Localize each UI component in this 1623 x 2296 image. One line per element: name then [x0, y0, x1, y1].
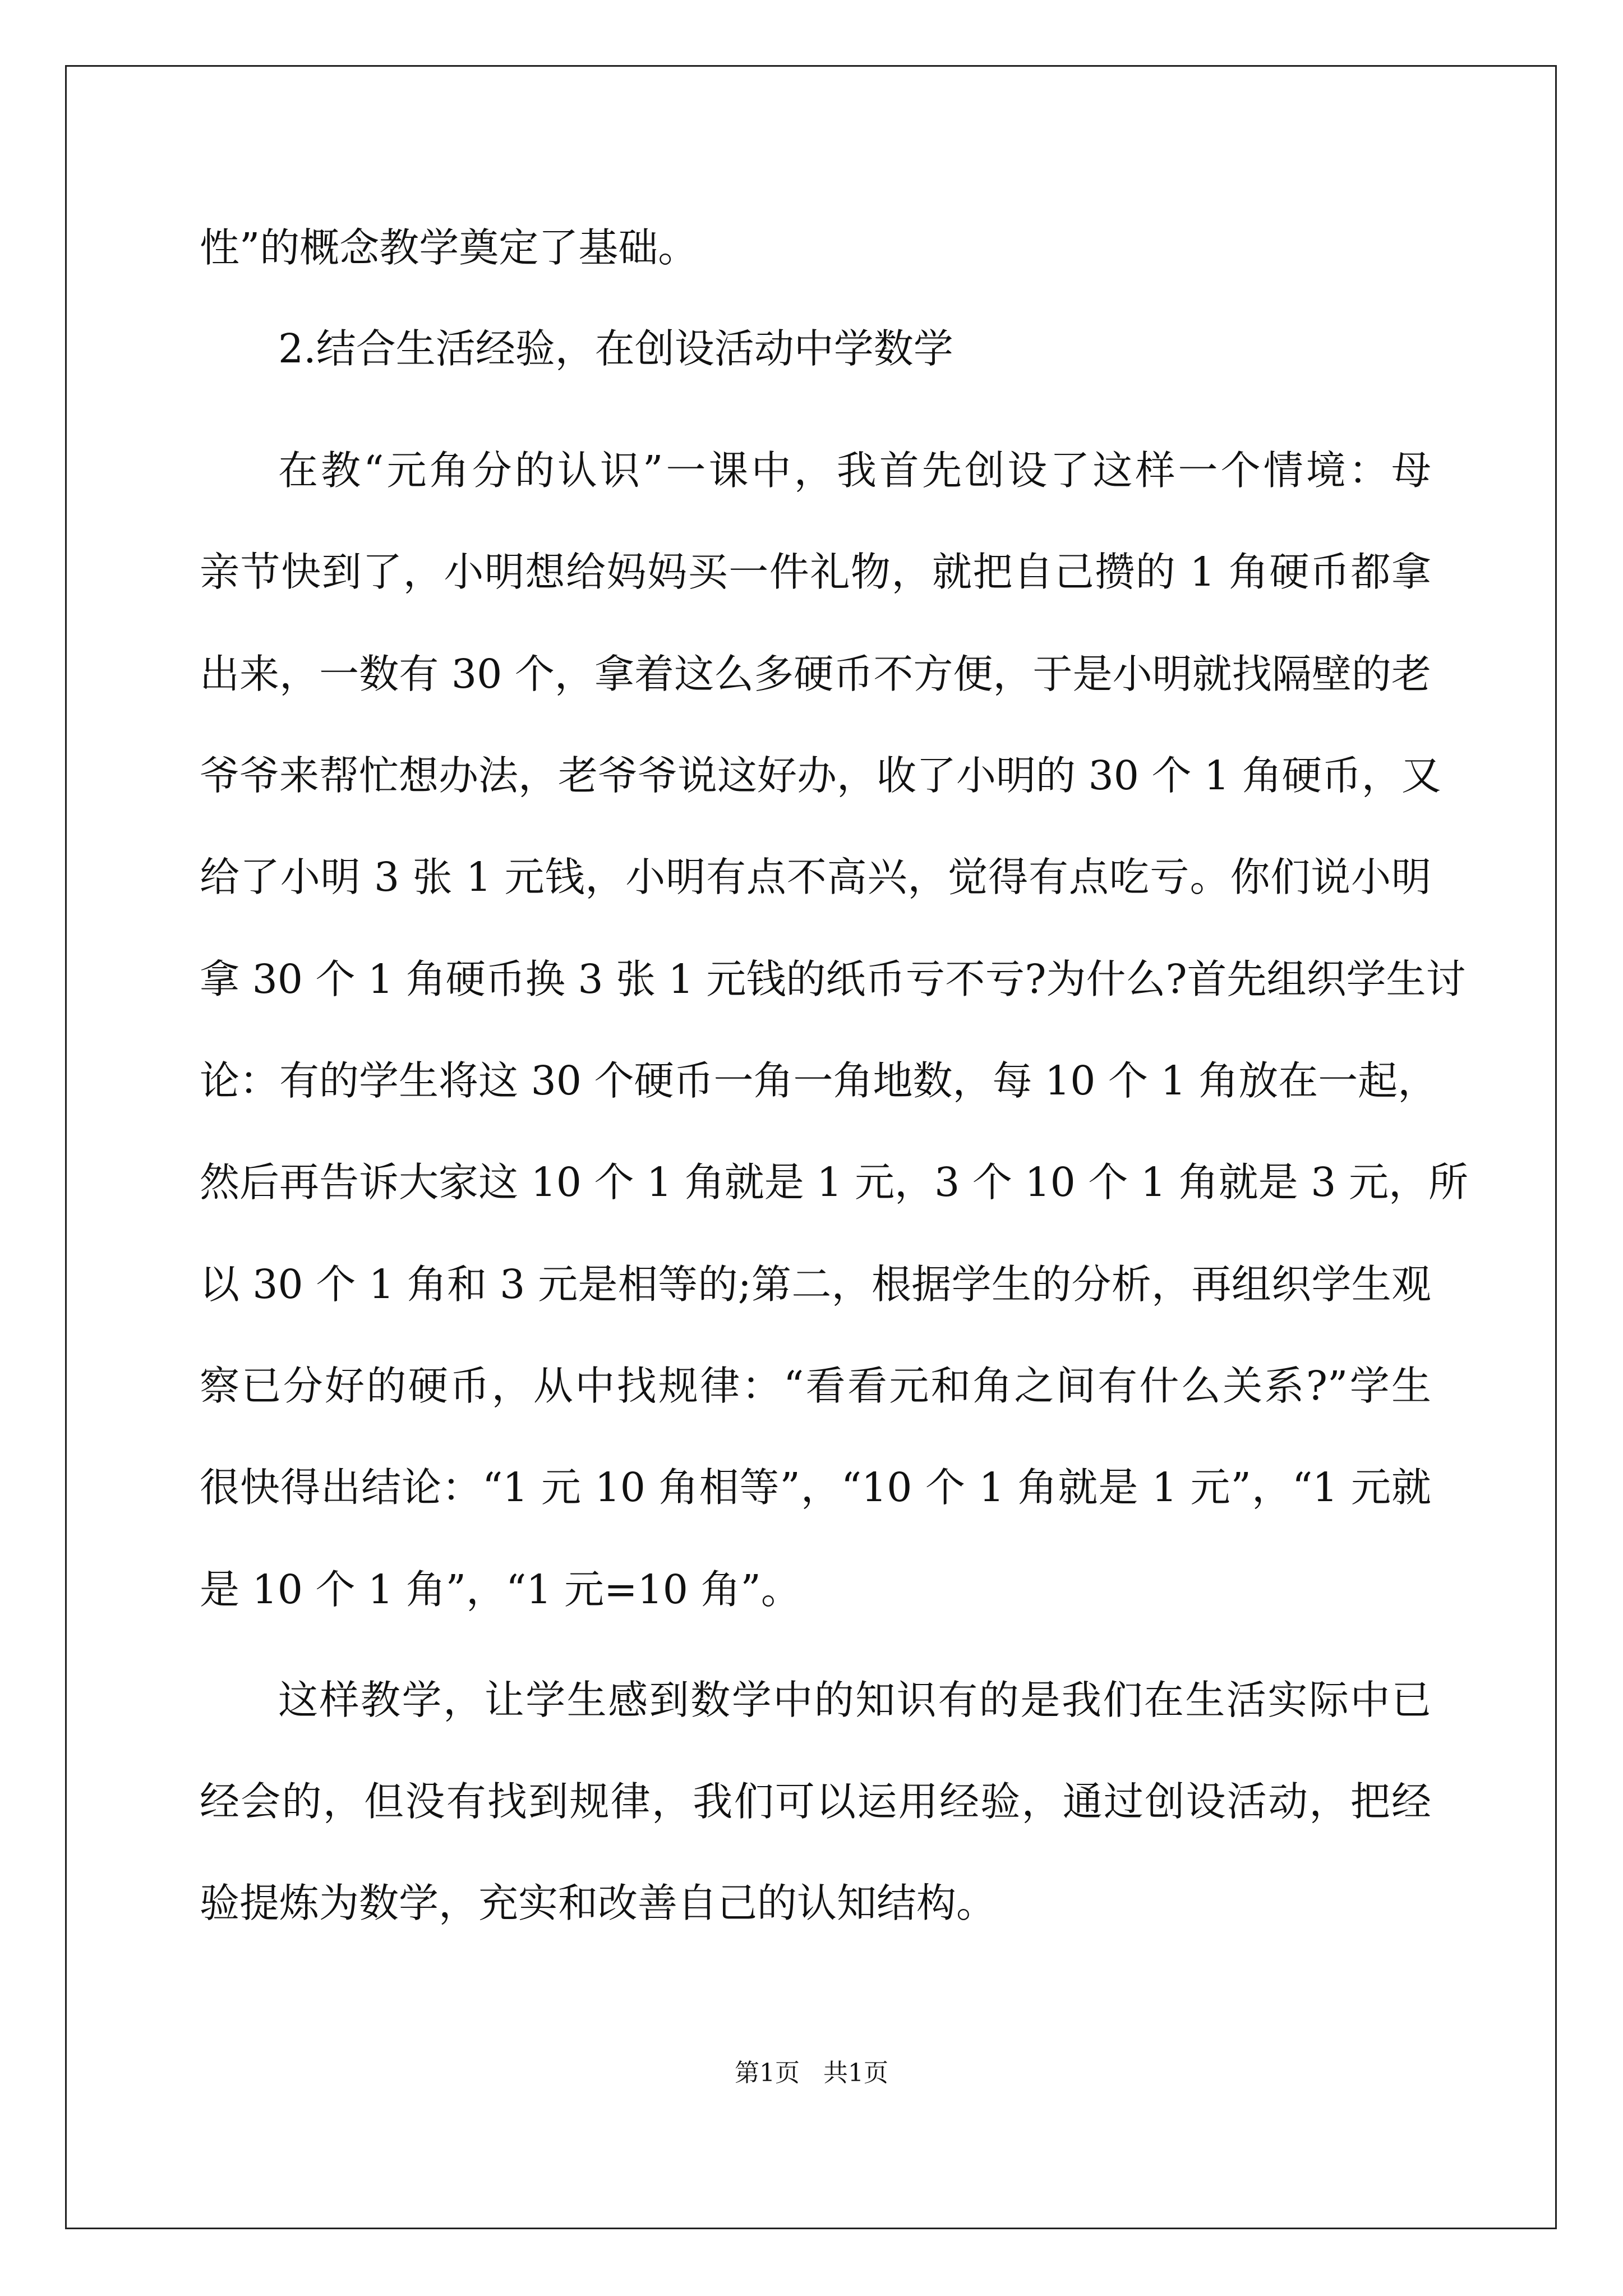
text-line: 出来，一数有 30 个，拿着这么多硬币不方便，于是小明就找隔壁的老	[200, 651, 1431, 697]
text-line: 论：有的学生将这 30 个硬币一角一角地数，每 10 个 1 角放在一起，	[200, 1057, 1438, 1104]
text-line: 这样教学，让学生感到数学中的知识有的是我们在生活实际中已	[278, 1677, 1431, 1723]
text-line: 性”的概念教学奠定了基础。	[200, 224, 698, 271]
text-line: 给了小明 3 张 1 元钱，小明有点不高兴，觉得有点吃亏。你们说小明	[200, 854, 1431, 900]
text-line: 是 10 个 1 角”，“1 元=10 角”。	[200, 1566, 801, 1613]
text-line: 拿 30 个 1 角硬币换 3 张 1 元钱的纸币亏不亏?为什么?首先组织学生讨	[200, 956, 1466, 1002]
section-heading: 2.结合生活经验，在创设活动中学数学	[278, 325, 953, 372]
text-line: 察已分好的硬币，从中找规律：“看看元和角之间有什么关系?”学生	[200, 1363, 1431, 1409]
text-line: 验提炼为数学，充实和改善自己的认知结构。	[200, 1880, 997, 1926]
text-line: 经会的，但没有找到规律，我们可以运用经验，通过创设活动，把经	[200, 1778, 1431, 1825]
text-line: 很快得出结论：“1 元 10 角相等”，“10 个 1 角就是 1 元”，“1 元就	[200, 1464, 1431, 1511]
text-line: 以 30 个 1 角和 3 元是相等的;第二，根据学生的分析，再组织学生观	[200, 1261, 1431, 1308]
text-line: 爷爷来帮忙想办法，老爷爷说这好办，收了小明的 30 个 1 角硬币，又	[200, 752, 1441, 799]
text-line: 亲节快到了，小明想给妈妈买一件礼物，就把自己攒的 1 角硬币都拿	[200, 549, 1431, 595]
text-line: 在教“元角分的认识”一课中，我首先创设了这样一个情境：母	[278, 447, 1431, 494]
text-line: 然后再告诉大家这 10 个 1 角就是 1 元，3 个 10 个 1 角就是 3 元，所	[200, 1159, 1468, 1205]
page-footer: 第1页 共1页	[735, 2059, 888, 2087]
